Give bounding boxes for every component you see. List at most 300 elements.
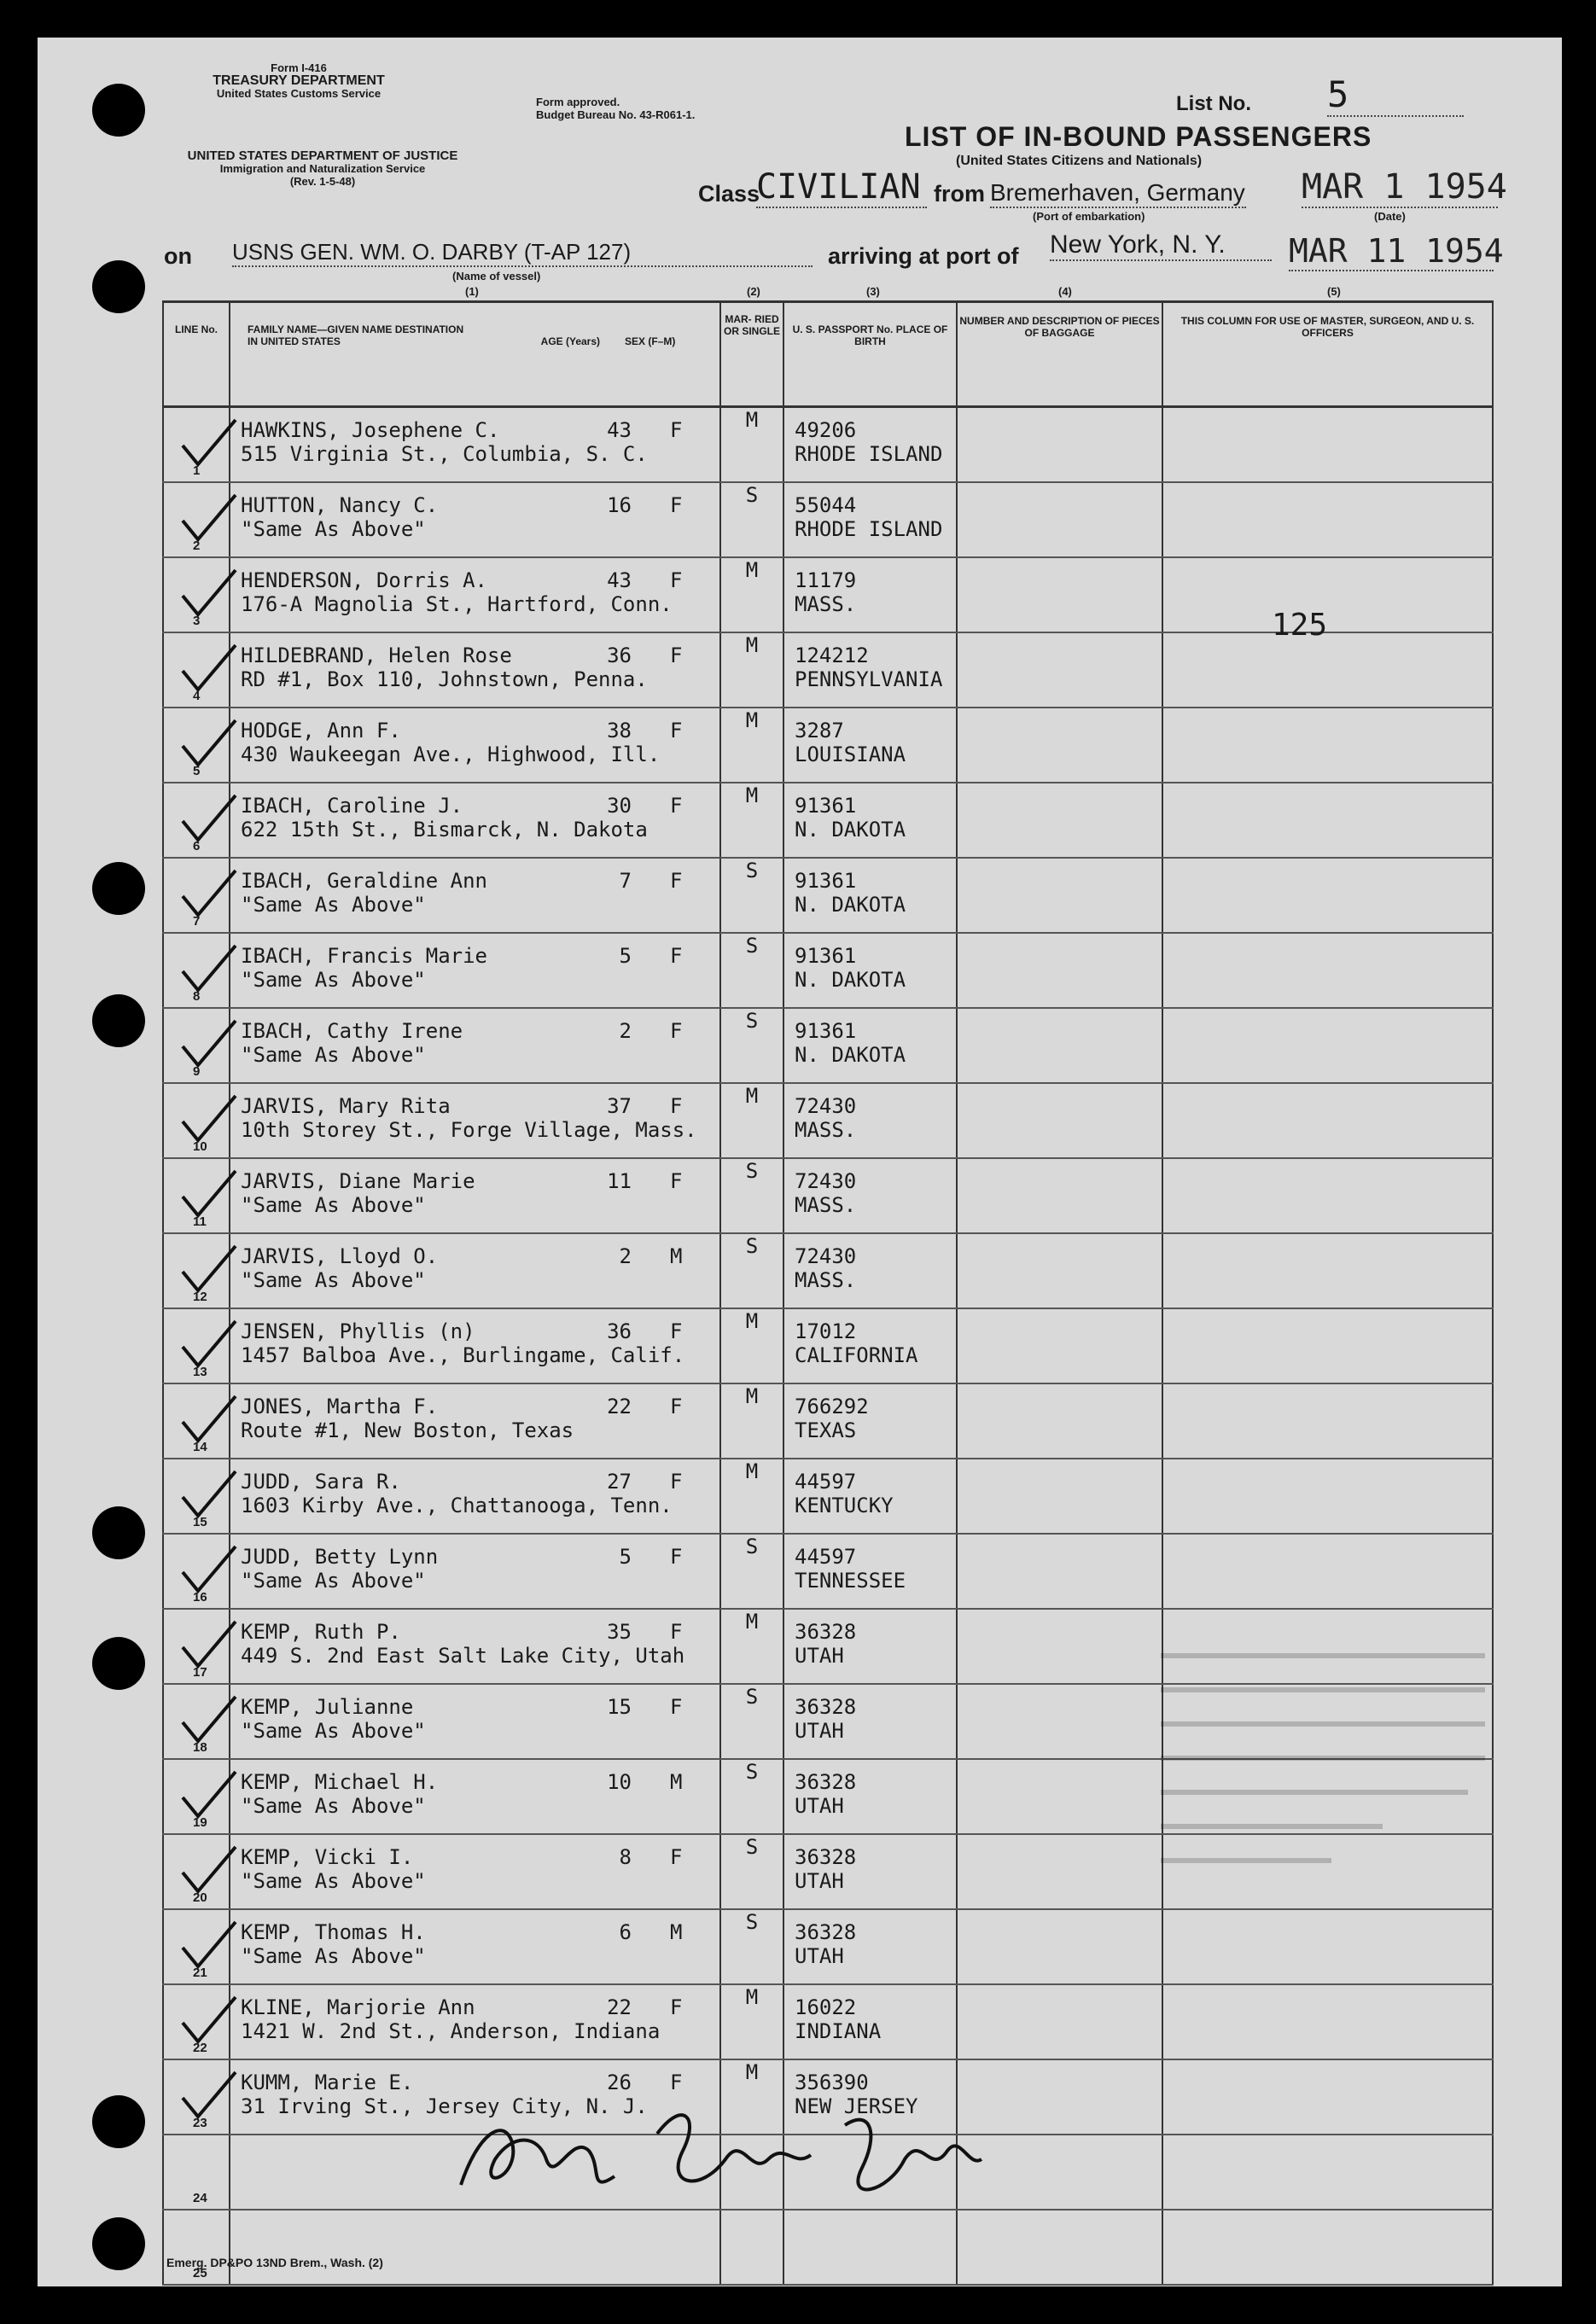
place-of-birth: UTAH xyxy=(795,1869,844,1893)
passport-cell xyxy=(783,557,957,632)
date-caption: (Date) xyxy=(1374,210,1406,223)
line-number: 4 xyxy=(193,689,201,703)
passport-cell xyxy=(783,2210,957,2285)
marital-status xyxy=(720,2210,783,2285)
col-num-4: (4) xyxy=(1058,285,1072,298)
marital-status: S xyxy=(720,1233,783,1308)
passenger-name: IBACH, Cathy Irene xyxy=(241,1019,463,1043)
line-number: 25 xyxy=(193,2266,207,2280)
passenger-sex: M xyxy=(670,1244,683,1268)
name-cell xyxy=(230,783,720,858)
line-cell xyxy=(163,407,230,483)
passenger-name: KEMP, Thomas H. xyxy=(241,1920,426,1944)
col-age-label: AGE (Years) xyxy=(540,335,601,347)
signature xyxy=(444,2082,990,2210)
passenger-name: HENDERSON, Dorris A. xyxy=(241,568,487,592)
marital-status: S xyxy=(720,1909,783,1984)
col-name xyxy=(230,302,720,407)
name-cell xyxy=(230,1984,720,2059)
line-number: 14 xyxy=(193,1440,207,1454)
line-number: 20 xyxy=(193,1890,207,1905)
line-number: 16 xyxy=(193,1590,207,1605)
line-number: 2 xyxy=(193,539,201,553)
line-number: 8 xyxy=(193,989,201,1004)
passenger-name: KLINE, Marjorie Ann xyxy=(241,1995,475,2019)
passenger-age: 5 xyxy=(619,944,632,968)
passport-cell xyxy=(783,1233,957,1308)
revision-label: (Rev. 1-5-48) xyxy=(289,175,356,188)
col-married: MAR- RIED OR SINGLE xyxy=(720,302,783,407)
passenger-name: IBACH, Geraldine Ann xyxy=(241,869,487,893)
marital-status: S xyxy=(720,1158,783,1233)
place-of-birth: N. DAKOTA xyxy=(795,818,906,842)
baggage-cell xyxy=(957,1308,1162,1383)
name-cell xyxy=(230,1834,720,1909)
passenger-destination: "Same As Above" xyxy=(241,1869,426,1893)
table-row xyxy=(163,783,1493,858)
vessel-caption: (Name of vessel) xyxy=(452,270,541,282)
passenger-destination: 1421 W. 2nd St., Anderson, Indiana xyxy=(241,2019,661,2043)
line-cell xyxy=(163,1834,230,1909)
name-cell xyxy=(230,1308,720,1383)
document-subtitle: (United States Citizens and Nationals) xyxy=(956,154,1203,168)
passenger-sex: F xyxy=(670,1620,683,1644)
officers-cell xyxy=(1162,1008,1493,1083)
name-cell xyxy=(230,933,720,1008)
line-cell xyxy=(163,1308,230,1383)
marital-status: S xyxy=(720,858,783,933)
officers-cell xyxy=(1162,2135,1493,2210)
passenger-name: HUTTON, Nancy C. xyxy=(241,493,439,517)
passenger-name: KEMP, Ruth P. xyxy=(241,1620,401,1644)
baggage-cell xyxy=(957,1233,1162,1308)
place-of-birth: N. DAKOTA xyxy=(795,1043,906,1067)
passport-cell xyxy=(783,482,957,557)
col-num-2: (2) xyxy=(747,285,760,298)
passport-number: 17012 xyxy=(795,1319,857,1343)
table-row xyxy=(163,1459,1493,1534)
officer-note: 125 xyxy=(1272,608,1328,643)
line-cell xyxy=(163,2135,230,2210)
line-number: 11 xyxy=(193,1214,207,1229)
name-cell xyxy=(230,1909,720,1984)
baggage-cell xyxy=(957,933,1162,1008)
baggage-cell xyxy=(957,1684,1162,1759)
place-of-birth: NEW JERSEY xyxy=(795,2094,918,2118)
passenger-sex: F xyxy=(670,2071,683,2094)
name-cell xyxy=(230,1459,720,1534)
line-cell xyxy=(163,1684,230,1759)
line-cell xyxy=(163,632,230,708)
line-cell xyxy=(163,933,230,1008)
passport-cell xyxy=(783,1459,957,1534)
line-number: 5 xyxy=(193,764,201,778)
passenger-sex: F xyxy=(670,1845,683,1869)
officers-cell xyxy=(1162,1083,1493,1158)
col-line: LINE No. xyxy=(163,302,230,407)
passport-cell xyxy=(783,1909,957,1984)
passenger-sex: F xyxy=(670,944,683,968)
marital-status: S xyxy=(720,933,783,1008)
place-of-birth: MASS. xyxy=(795,1193,857,1217)
name-cell xyxy=(230,2210,720,2285)
place-of-birth: CALIFORNIA xyxy=(795,1343,918,1367)
form-identifier xyxy=(162,61,435,100)
class-value: CIVILIAN xyxy=(756,167,927,208)
name-cell xyxy=(230,1534,720,1609)
table-row xyxy=(163,708,1493,783)
passport-cell xyxy=(783,407,957,483)
table-row xyxy=(163,1158,1493,1233)
passenger-name: IBACH, Francis Marie xyxy=(241,944,487,968)
col-baggage: NUMBER AND DESCRIPTION OF PIECES OF BAGGAGE xyxy=(957,302,1162,407)
vessel-name: USNS GEN. WM. O. DARBY (T-AP 127) xyxy=(232,239,813,267)
line-number: 15 xyxy=(193,1515,207,1529)
line-cell xyxy=(163,858,230,933)
passenger-age: 6 xyxy=(619,1920,632,1944)
passenger-sex: F xyxy=(670,1695,683,1719)
place-of-birth: MASS. xyxy=(795,592,857,616)
passenger-name: IBACH, Caroline J. xyxy=(241,794,463,818)
passport-number: 3287 xyxy=(795,719,844,743)
passenger-destination: "Same As Above" xyxy=(241,1944,426,1968)
name-cell xyxy=(230,1233,720,1308)
line-cell xyxy=(163,482,230,557)
passenger-name: JARVIS, Lloyd O. xyxy=(241,1244,439,1268)
passenger-destination: 1603 Kirby Ave., Chattanooga, Tenn. xyxy=(241,1494,673,1517)
table-row xyxy=(163,858,1493,933)
line-cell xyxy=(163,1158,230,1233)
passenger-age: 43 xyxy=(607,418,632,442)
passport-number: 44597 xyxy=(795,1545,857,1569)
passenger-destination: "Same As Above" xyxy=(241,893,426,917)
line-number: 10 xyxy=(193,1139,207,1154)
line-cell xyxy=(163,1759,230,1834)
list-no-label: List No. xyxy=(1176,92,1251,115)
passport-number: 72430 xyxy=(795,1169,857,1193)
officers-cell xyxy=(1162,708,1493,783)
passport-cell xyxy=(783,1158,957,1233)
baggage-cell xyxy=(957,1383,1162,1459)
name-cell xyxy=(230,1158,720,1233)
officers-cell xyxy=(1162,407,1493,483)
passport-number: 91361 xyxy=(795,944,857,968)
line-number: 21 xyxy=(193,1966,207,1980)
passenger-age: 10 xyxy=(607,1770,632,1794)
passenger-destination: RD #1, Box 110, Johnstown, Penna. xyxy=(241,667,648,691)
marital-status: M xyxy=(720,708,783,783)
officers-cell xyxy=(1162,858,1493,933)
passport-number: 124212 xyxy=(795,644,869,667)
passport-cell xyxy=(783,1383,957,1459)
line-number: 7 xyxy=(193,914,201,929)
budget-label: Budget Bureau No. 43-R061-1. xyxy=(536,108,696,121)
passenger-destination: 10th Storey St., Forge Village, Mass. xyxy=(241,1118,697,1142)
col-num-3: (3) xyxy=(866,285,880,298)
place-of-birth: RHODE ISLAND xyxy=(795,517,943,541)
passport-number: 44597 xyxy=(795,1470,857,1494)
passenger-destination: "Same As Above" xyxy=(241,517,426,541)
table-row xyxy=(163,1534,1493,1609)
name-cell xyxy=(230,1759,720,1834)
name-cell xyxy=(230,858,720,933)
passenger-age: 36 xyxy=(607,1319,632,1343)
punch-hole xyxy=(92,1637,145,1690)
baggage-cell xyxy=(957,708,1162,783)
passenger-age: 43 xyxy=(607,568,632,592)
passenger-name: JONES, Martha F. xyxy=(241,1395,439,1418)
passport-cell xyxy=(783,1534,957,1609)
baggage-cell xyxy=(957,1008,1162,1083)
passenger-age: 27 xyxy=(607,1470,632,1494)
marital-status: S xyxy=(720,1008,783,1083)
customs-label: United States Customs Service xyxy=(216,87,382,100)
marital-status: S xyxy=(720,1684,783,1759)
form-number: Form I-416 xyxy=(271,61,327,74)
passport-number: 356390 xyxy=(795,2071,869,2094)
table-row xyxy=(163,1008,1493,1083)
marital-status: M xyxy=(720,1383,783,1459)
line-number: 19 xyxy=(193,1815,207,1830)
officers-cell xyxy=(1162,1459,1493,1534)
passenger-name: JARVIS, Diane Marie xyxy=(241,1169,475,1193)
arrival-date: MAR 11 1954 xyxy=(1289,232,1504,270)
place-of-birth: PENNSYLVANIA xyxy=(795,667,943,691)
passenger-destination: "Same As Above" xyxy=(241,1569,426,1593)
line-number: 6 xyxy=(193,839,201,853)
approved-label: Form approved. xyxy=(536,96,620,108)
officers-cell xyxy=(1162,1534,1493,1609)
punch-hole xyxy=(92,2095,145,2148)
line-cell xyxy=(163,1083,230,1158)
passenger-destination: 430 Waukeegan Ave., Highwood, Ill. xyxy=(241,743,661,766)
col-name-label: FAMILY NAME—GIVEN NAME DESTINATION IN UNITED STATES xyxy=(248,323,464,347)
passenger-destination: 176-A Magnolia St., Hartford, Conn. xyxy=(241,592,673,616)
punch-hole xyxy=(92,862,145,915)
ins-label: Immigration and Naturalization Service xyxy=(219,162,426,175)
place-of-birth: N. DAKOTA xyxy=(795,893,906,917)
table-row xyxy=(163,632,1493,708)
line-cell xyxy=(163,2059,230,2135)
passenger-age: 30 xyxy=(607,794,632,818)
passport-number: 36328 xyxy=(795,1620,857,1644)
punch-hole xyxy=(92,1506,145,1559)
officers-cell xyxy=(1162,1383,1493,1459)
place-of-birth: N. DAKOTA xyxy=(795,968,906,992)
passenger-sex: F xyxy=(670,644,683,667)
passenger-age: 38 xyxy=(607,719,632,743)
place-of-birth: INDIANA xyxy=(795,2019,882,2043)
table-row xyxy=(163,407,1493,483)
passenger-destination: 622 15th St., Bismarck, N. Dakota xyxy=(241,818,648,842)
place-of-birth: UTAH xyxy=(795,1794,844,1818)
passenger-sex: F xyxy=(670,1319,683,1343)
passport-number: 11179 xyxy=(795,568,857,592)
officers-cell xyxy=(1162,557,1493,632)
marital-status: M xyxy=(720,407,783,483)
table-row xyxy=(163,1308,1493,1383)
passenger-sex: F xyxy=(670,568,683,592)
passenger-sex: F xyxy=(670,719,683,743)
arriving-label: arriving at port of xyxy=(828,243,1019,269)
passport-number xyxy=(784,2210,956,2221)
officers-cell xyxy=(1162,1984,1493,2059)
passenger-age: 36 xyxy=(607,644,632,667)
arrival-port: New York, N. Y. xyxy=(1050,230,1272,261)
name-cell xyxy=(230,1383,720,1459)
passport-number: 16022 xyxy=(795,1995,857,2019)
passenger-sex: F xyxy=(670,1470,683,1494)
line-number: 24 xyxy=(193,2191,207,2205)
name-cell xyxy=(230,1083,720,1158)
baggage-cell xyxy=(957,1759,1162,1834)
passenger-destination: Route #1, New Boston, Texas xyxy=(241,1418,574,1442)
passenger-age: 15 xyxy=(607,1695,632,1719)
col-passport: U. S. PASSPORT No. PLACE OF BIRTH xyxy=(783,302,957,407)
embarkation-date: MAR 1 1954 xyxy=(1302,167,1507,207)
marital-status: M xyxy=(720,1459,783,1534)
officers-cell xyxy=(1162,783,1493,858)
table-row xyxy=(163,933,1493,1008)
baggage-cell xyxy=(957,1984,1162,2059)
passenger-destination: "Same As Above" xyxy=(241,968,426,992)
marital-status: M xyxy=(720,557,783,632)
marital-status: S xyxy=(720,1534,783,1609)
document-title: LIST OF IN-BOUND PASSENGERS xyxy=(905,121,1372,152)
marital-status: M xyxy=(720,1609,783,1684)
officers-cell xyxy=(1162,632,1493,708)
marital-status: M xyxy=(720,1984,783,2059)
passenger-destination: 1457 Balboa Ave., Burlingame, Calif. xyxy=(241,1343,685,1367)
baggage-cell xyxy=(957,2210,1162,2285)
embarkation-caption: (Port of embarkation) xyxy=(1033,210,1145,223)
place-of-birth: RHODE ISLAND xyxy=(795,442,943,466)
table-row xyxy=(163,2210,1493,2285)
passport-cell xyxy=(783,1008,957,1083)
passenger-sex: F xyxy=(670,1995,683,2019)
passenger-sex: F xyxy=(670,418,683,442)
passenger-destination: 31 Irving St., Jersey City, N. J. xyxy=(241,2094,648,2118)
passenger-destination: 449 S. 2nd East Salt Lake City, Utah xyxy=(241,1644,685,1668)
line-cell xyxy=(163,783,230,858)
baggage-cell xyxy=(957,783,1162,858)
place-of-birth: UTAH xyxy=(795,1944,844,1968)
place-of-birth: UTAH xyxy=(795,1719,844,1743)
passport-cell xyxy=(783,1984,957,2059)
passenger-destination: "Same As Above" xyxy=(241,1193,426,1217)
baggage-cell xyxy=(957,632,1162,708)
line-cell xyxy=(163,1008,230,1083)
passenger-sex: M xyxy=(670,1770,683,1794)
table-row xyxy=(163,1383,1493,1459)
passenger-age: 16 xyxy=(607,493,632,517)
list-no-value: 5 xyxy=(1327,73,1464,117)
bleed-through-text xyxy=(1161,1639,1494,1946)
passenger-destination: "Same As Above" xyxy=(241,1268,426,1292)
passport-cell xyxy=(783,858,957,933)
passport-cell xyxy=(783,1308,957,1383)
name-cell xyxy=(230,1008,720,1083)
line-number: 17 xyxy=(193,1665,207,1680)
passport-cell xyxy=(783,1759,957,1834)
passport-number: 91361 xyxy=(795,869,857,893)
table-row xyxy=(163,482,1493,557)
passport-number: 49206 xyxy=(795,418,857,442)
officers-cell xyxy=(1162,1233,1493,1308)
marital-status: M xyxy=(720,1308,783,1383)
passport-number: 72430 xyxy=(795,1094,857,1118)
passenger-name: HILDEBRAND, Helen Rose xyxy=(241,644,512,667)
class-label: Class xyxy=(698,181,760,207)
name-cell xyxy=(230,1609,720,1684)
line-cell xyxy=(163,1383,230,1459)
baggage-cell xyxy=(957,858,1162,933)
passport-cell xyxy=(783,1609,957,1684)
passenger-name: KEMP, Michael H. xyxy=(241,1770,439,1794)
line-cell xyxy=(163,1984,230,2059)
passenger-name: JUDD, Betty Lynn xyxy=(241,1545,439,1569)
baggage-cell xyxy=(957,1909,1162,1984)
place-of-birth: MASS. xyxy=(795,1268,857,1292)
passenger-sex: F xyxy=(670,1169,683,1193)
passport-number: 36328 xyxy=(795,1920,857,1944)
passenger-sex: F xyxy=(670,493,683,517)
passenger-destination: "Same As Above" xyxy=(241,1794,426,1818)
line-cell xyxy=(163,708,230,783)
passenger-name: KUMM, Marie E. xyxy=(241,2071,414,2094)
passenger-name: HODGE, Ann F. xyxy=(241,719,401,743)
marital-status: S xyxy=(720,482,783,557)
punch-hole xyxy=(92,260,145,313)
baggage-cell xyxy=(957,1158,1162,1233)
passenger-name: KEMP, Julianne xyxy=(241,1695,414,1719)
passport-number: 72430 xyxy=(795,1244,857,1268)
baggage-cell xyxy=(957,407,1162,483)
baggage-cell xyxy=(957,1534,1162,1609)
officers-cell xyxy=(1162,482,1493,557)
passenger-age: 11 xyxy=(607,1169,632,1193)
passenger-age: 37 xyxy=(607,1094,632,1118)
embarkation-port: Bremerhaven, Germany xyxy=(990,179,1246,208)
marital-status: S xyxy=(720,1834,783,1909)
passenger-sex: F xyxy=(670,869,683,893)
marital-status: M xyxy=(720,1083,783,1158)
punch-hole xyxy=(92,84,145,137)
passenger-age: 2 xyxy=(619,1244,632,1268)
passport-number: 36328 xyxy=(795,1845,857,1869)
name-cell xyxy=(230,1684,720,1759)
passport-cell xyxy=(783,632,957,708)
line-cell xyxy=(163,1534,230,1609)
passport-number: 36328 xyxy=(795,1770,857,1794)
department-block xyxy=(160,149,485,188)
punch-hole xyxy=(92,994,145,1047)
passenger-sex: M xyxy=(670,1920,683,1944)
passenger-age: 26 xyxy=(607,2071,632,2094)
line-number: 1 xyxy=(193,463,201,478)
place-of-birth: MASS. xyxy=(795,1118,857,1142)
passenger-name: JUDD, Sara R. xyxy=(241,1470,401,1494)
place-of-birth: TEXAS xyxy=(795,1418,857,1442)
marital-status: S xyxy=(720,1759,783,1834)
baggage-cell xyxy=(957,557,1162,632)
passenger-sex: F xyxy=(670,1094,683,1118)
place-of-birth: UTAH xyxy=(795,1644,844,1668)
line-cell xyxy=(163,1459,230,1534)
col-officers: THIS COLUMN FOR USE OF MASTER, SURGEON, AND U. S. OFFICERS xyxy=(1162,302,1493,407)
name-cell xyxy=(230,557,720,632)
passenger-age: 2 xyxy=(619,1019,632,1043)
